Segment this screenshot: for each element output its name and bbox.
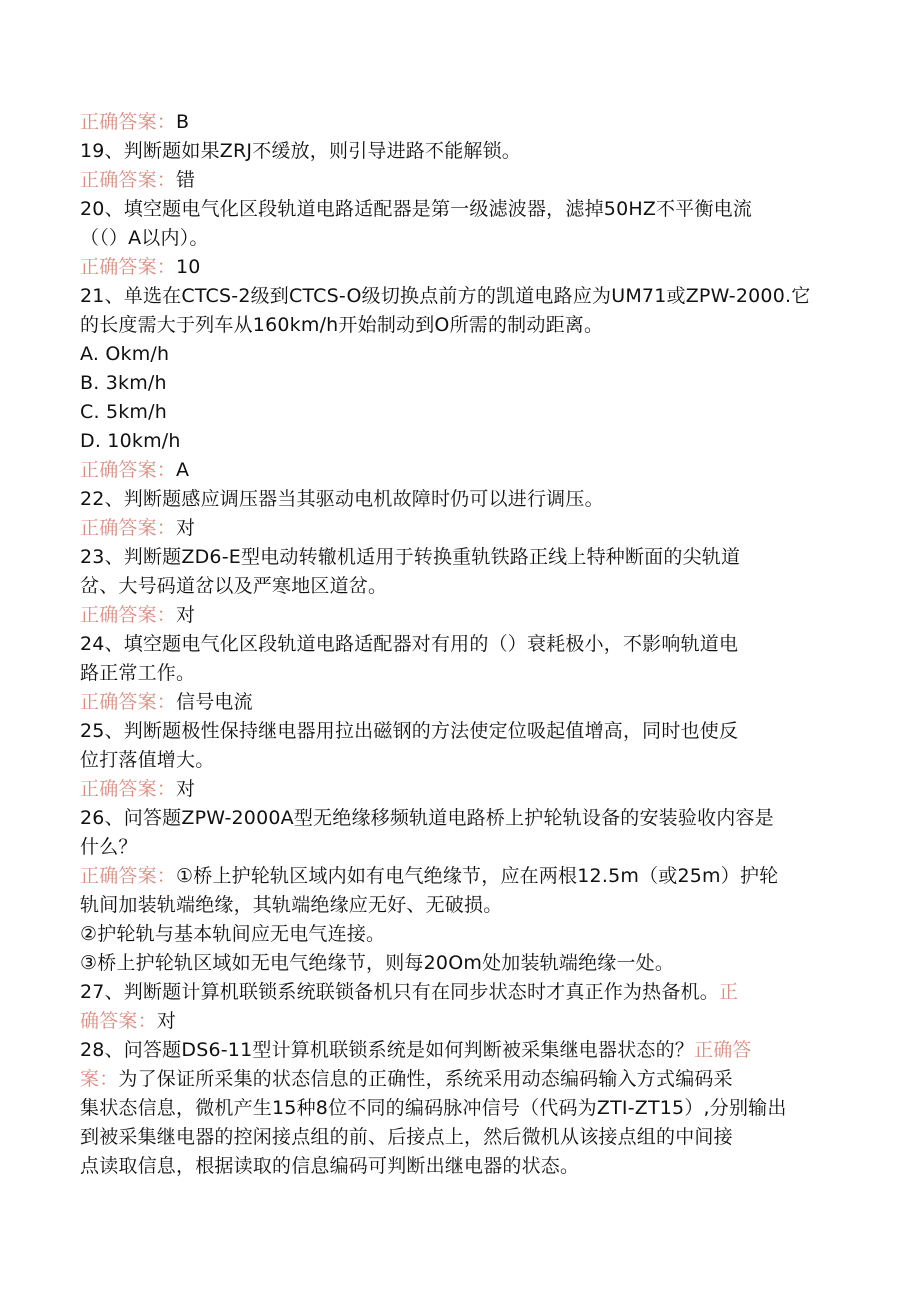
answer-label: 正确答案： xyxy=(80,459,177,481)
answer-label: 正确答案： xyxy=(80,865,177,887)
answer-label: 正确答案： xyxy=(80,604,177,626)
question-text: 27、判断题计算机联锁系统联锁备机只有在同步状态时才真正作为热备机。 xyxy=(80,981,719,1003)
text-line: B. 3km∕h xyxy=(80,372,167,394)
answer-value: 10 xyxy=(176,256,201,278)
answer-line xyxy=(80,862,840,891)
text-line: 19、判断题如果ZRJ不缓放，则引导进路不能解锁。 xyxy=(80,140,521,162)
text-line: 点读取信息，根据读取的信息编码可判断出继电器的状态。 xyxy=(80,1155,580,1177)
answer-value: 信号电流 xyxy=(176,691,253,713)
text-line: 24、填空题电气化区段轨道电路适配器对有用的（）衰耗极小，不影响轨道电 xyxy=(80,633,739,655)
text-line: 25、判断题极性保持继电器用拉出磁钢的方法使定位吸起值增高，同时也使反 xyxy=(80,720,739,742)
answer-line xyxy=(80,775,840,804)
answer-line xyxy=(80,253,840,282)
answer-value: 为了保证所采集的状态信息的正确性，系统采用动态编码输入方式编码采 xyxy=(118,1068,733,1090)
answer-value: ①桥上护轮轨区域内如有电气绝缘节，应在两根12.5m（或25m）护轮 xyxy=(176,865,779,887)
question-text: 28、问答题DS6-11型计算机联锁系统是如何判断被采集继电器状态的？ xyxy=(80,1039,694,1061)
text-line: （（）A以内）。 xyxy=(80,227,209,249)
answer-line xyxy=(80,108,840,137)
answer-label: 正确答案： xyxy=(80,778,177,800)
text-line: A. Okm/h xyxy=(80,343,170,365)
text-line: 26、问答题ZPW-2000A型无绝缘移频轨道电路桥上护轮轨设备的安装验收内容是 xyxy=(80,807,774,829)
answer-line xyxy=(80,166,840,195)
answer-label: 正确答案： xyxy=(80,517,177,539)
text-line: 20、填空题电气化区段轨道电路适配器是第一级滤波器，滤掉50HZ不平衡电流 xyxy=(80,198,753,220)
answer-value: 对 xyxy=(176,517,196,539)
answer-label: 正确答案： xyxy=(80,169,177,191)
text-line: C. 5km∕h xyxy=(80,401,167,423)
answer-value: 对 xyxy=(156,1010,177,1032)
answer-value: 对 xyxy=(176,604,196,626)
text-line: 路正常工作。 xyxy=(80,662,196,684)
text-line: 22、判断题感应调压器当其驱动电机故障时仍可以进行调压。 xyxy=(80,488,604,510)
text-line: ②护轮轨与基本轨间应无电气连接。 xyxy=(80,923,386,945)
answer-label: 确答案： xyxy=(80,1010,157,1032)
text-line: 到被采集继电器的控闲接点组的前、后接点上，然后微机从该接点组的中间接 xyxy=(80,1126,733,1148)
text-line: 轨间加装轨端绝缘，其轨端绝缘应无好、无破损。 xyxy=(80,894,503,916)
mixed-line xyxy=(80,978,840,1007)
answer-value: 错 xyxy=(176,169,196,191)
mixed-line xyxy=(80,1007,840,1036)
text-line: 位打落值增大。 xyxy=(80,749,215,771)
answer-value: 对 xyxy=(176,778,196,800)
answer-label: 正确答 xyxy=(694,1039,752,1061)
answer-label: 正 xyxy=(718,981,739,1003)
answer-label: 正确答案： xyxy=(80,111,177,133)
answer-line xyxy=(80,514,840,543)
text-line: D. 10km∕h xyxy=(80,430,181,452)
text-line: 的长度需大于列车从160km∕h开始制动到O所需的制动距离。 xyxy=(80,314,604,336)
document-body xyxy=(80,108,840,1181)
mixed-line xyxy=(80,1036,840,1065)
answer-line xyxy=(80,601,840,630)
answer-value: B xyxy=(176,111,190,133)
answer-label: 正确答案： xyxy=(80,256,177,278)
answer-line xyxy=(80,456,840,485)
mixed-line xyxy=(80,1065,840,1094)
answer-value: A xyxy=(176,459,190,481)
text-line: 岔、大号码道岔以及严寒地区道岔。 xyxy=(80,575,388,597)
answer-label: 正确答案： xyxy=(80,691,177,713)
text-line: 21、单选在CTCS-2级到CTCS-O级切换点前方的凯道电路应为UM71或ZPW-2000.它 xyxy=(80,285,811,307)
text-line: 集状态信息，微机产生15种8位不同的编码脉冲信号（代码为ZTI-ZT15）,分别输出 xyxy=(80,1097,787,1119)
text-line: 23、判断题ZD6-E型电动转辙机适用于转换重轨铁路正线上特种断面的尖轨道 xyxy=(80,546,741,568)
text-line: ③桥上护轮轨区域如无电气绝缘节，则每20Om处加装轨端绝缘一处。 xyxy=(80,952,675,974)
text-line: 什么？ xyxy=(80,836,138,858)
answer-label: 案： xyxy=(80,1068,119,1090)
answer-line xyxy=(80,688,840,717)
